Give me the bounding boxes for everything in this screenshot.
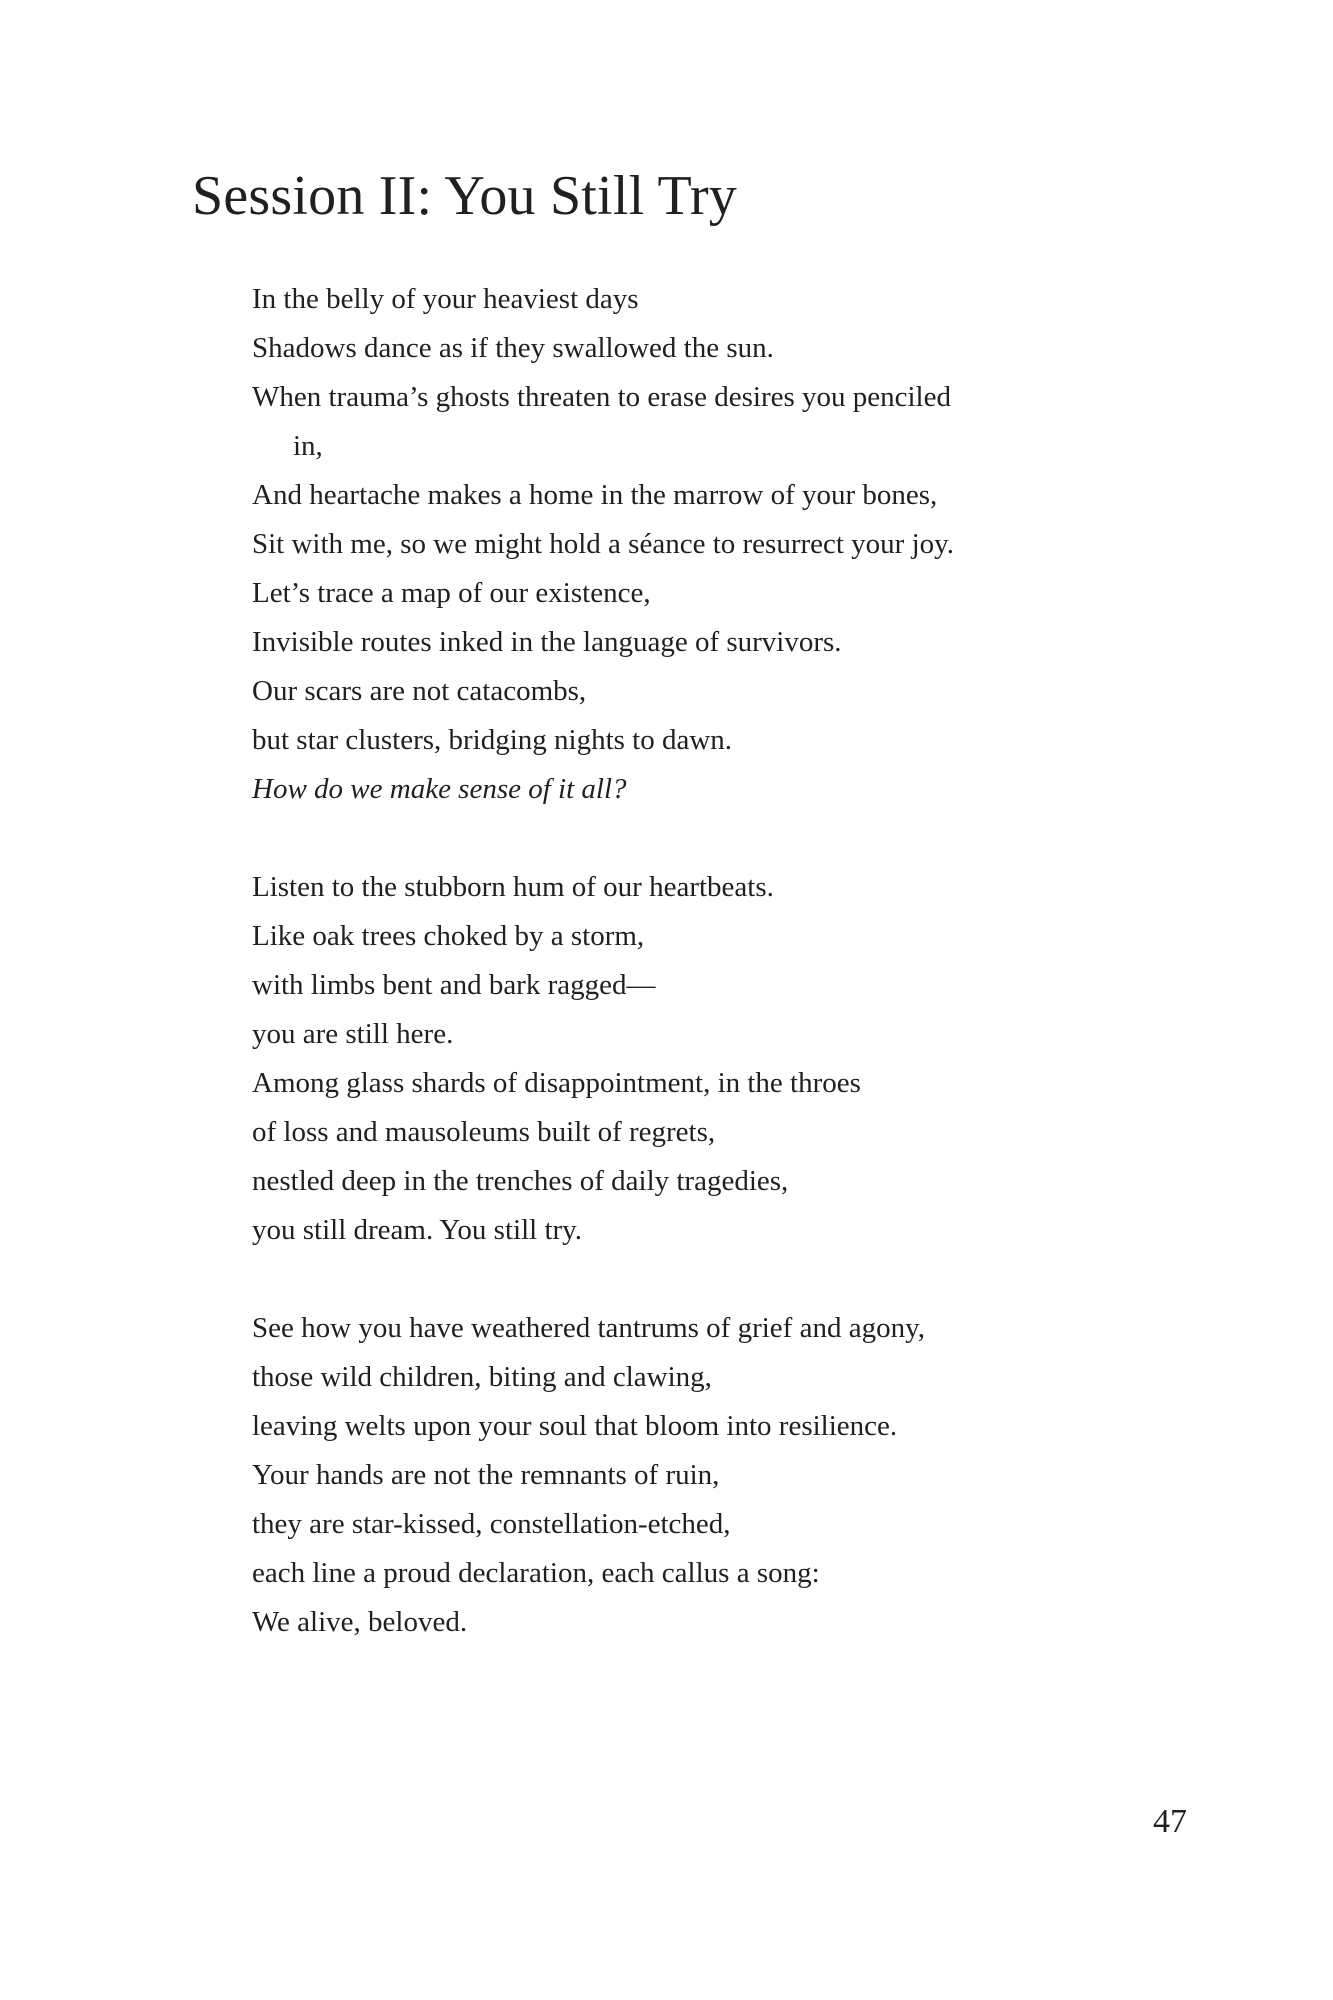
poem-line: How do we make sense of it all?	[252, 773, 627, 805]
poem-line: When trauma’s ghosts threaten to erase desires you penciled	[252, 381, 951, 413]
poem-line: Invisible routes inked in the language of survivors.	[252, 626, 842, 658]
poem-line: Sit with me, so we might hold a séance to resurrect your joy.	[252, 528, 955, 560]
poem-line: in,	[293, 430, 323, 462]
stanza	[252, 863, 1112, 1255]
poem-line: you still dream. You still try.	[252, 1214, 583, 1246]
poem-line: you are still here.	[252, 1018, 454, 1050]
poem-line: See how you have weathered tantrums of grief and agony,	[252, 1312, 925, 1344]
poem-line: Let’s trace a map of our existence,	[252, 577, 651, 609]
stanza	[252, 275, 1112, 814]
poem-line: Your hands are not the remnants of ruin,	[252, 1459, 720, 1491]
poem-line: In the belly of your heaviest days	[252, 283, 639, 315]
page-number: 47	[1153, 1803, 1187, 1840]
page-title: Session II: You Still Try	[192, 165, 738, 227]
poem-line: those wild children, biting and clawing,	[252, 1361, 712, 1393]
poem-line: Listen to the stubborn hum of our heartbeats.	[252, 871, 774, 903]
poem-line: And heartache makes a home in the marrow of your bones,	[252, 479, 938, 511]
poem-line: We alive, beloved.	[252, 1606, 468, 1638]
poem-line: leaving welts upon your soul that bloom into resilience.	[252, 1410, 898, 1442]
poem-line: nestled deep in the trenches of daily tragedies,	[252, 1165, 789, 1197]
poem-line: of loss and mausoleums built of regrets,	[252, 1116, 716, 1148]
poem-line: they are star-kissed, constellation-etched,	[252, 1508, 731, 1540]
poem-line: each line a proud declaration, each callus a song:	[252, 1557, 820, 1589]
poem-line: Like oak trees choked by a storm,	[252, 920, 645, 952]
poem-body	[252, 275, 1112, 1696]
poem-line: Our scars are not catacombs,	[252, 675, 587, 707]
poem-line: with limbs bent and bark ragged—	[252, 969, 656, 1001]
poem-line: Among glass shards of disappointment, in the throes	[252, 1067, 861, 1099]
stanza	[252, 1304, 1112, 1647]
poem-line: but star clusters, bridging nights to dawn.	[252, 724, 733, 756]
poem-line: Shadows dance as if they swallowed the sun.	[252, 332, 774, 364]
